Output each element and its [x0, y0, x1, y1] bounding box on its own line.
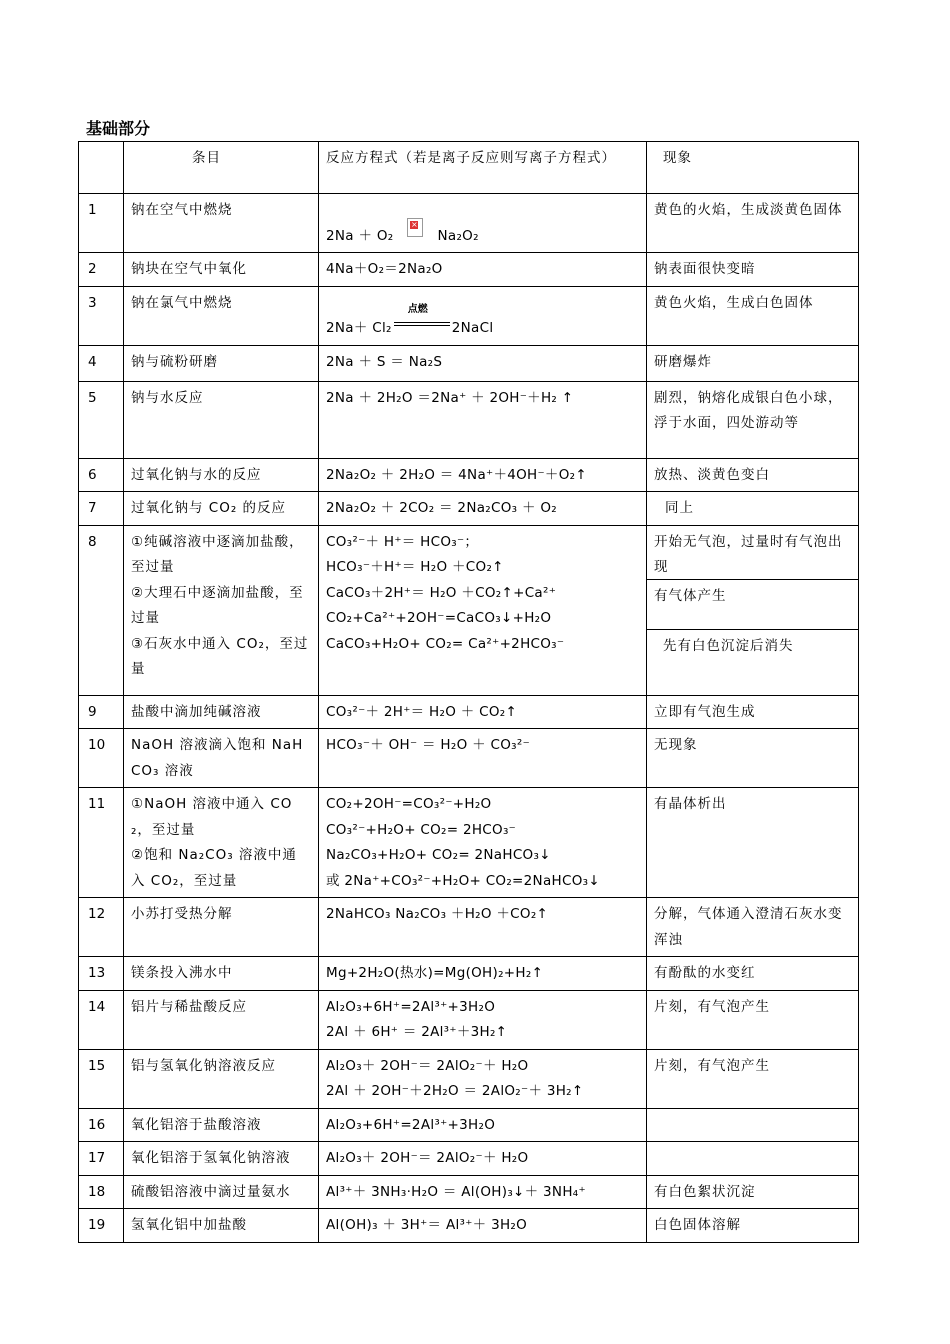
row-phenomenon: 无现象 — [647, 729, 859, 788]
row-equation: CO₃²⁻＋ 2H⁺＝ H₂O ＋ CO₂↑ — [319, 695, 647, 729]
row-equation-line: CO₃²⁻+H₂O+ CO₂= 2HCO₃⁻ — [326, 821, 517, 838]
row-number: 13 — [79, 957, 124, 991]
broken-image-icon: × — [407, 218, 423, 237]
reaction-table — [78, 141, 859, 1243]
row-equation-line: CO₂+2OH⁻=CO₃²⁻+H₂O — [326, 796, 492, 812]
table-row — [79, 345, 859, 381]
row-number: 10 — [79, 729, 124, 788]
row-equation — [319, 788, 647, 898]
table-row — [79, 458, 859, 492]
header-equation: 反应方程式（若是离子反应则写离子方程式） — [319, 142, 647, 194]
row-equation-line: Al₂O₃＋ 2OH⁻＝ 2AlO₂⁻＋ H₂O — [326, 1057, 529, 1074]
row-equation-line: 或 2Na⁺+CO₃²⁻+H₂O+ CO₂=2NaHCO₃↓ — [326, 872, 600, 889]
row-phenomenon: 有白色絮状沉淀 — [647, 1175, 859, 1209]
row-number: 12 — [79, 898, 124, 957]
row-item: 钠与水反应 — [124, 381, 319, 458]
ignite-condition-arrow: 点燃 — [394, 318, 450, 332]
row-equation: 2NaHCO₃ Na₂CO₃ ＋H₂O ＋CO₂↑ — [319, 898, 647, 957]
row-equation-text: 2Na＋ Cl₂ 点燃 2NaCl — [326, 304, 494, 336]
section-title: 基础部分 — [86, 119, 151, 138]
row-equation-line: 2Al ＋ 6H⁺ ＝ 2Al³⁺＋3H₂↑ — [326, 1024, 508, 1040]
row-phenomenon: 同上 — [647, 492, 859, 526]
row-equation: Al³⁺＋ 3NH₃·H₂O ＝ Al(OH)₃↓＋ 3NH₄⁺ — [319, 1175, 647, 1209]
row-equation: 2Na₂O₂ ＋ 2H₂O ＝ 4Na⁺＋4OH⁻＋O₂↑ — [319, 458, 647, 492]
row-equation — [319, 194, 647, 253]
phenomenon-part: 先有白色沉淀后消失 — [647, 629, 858, 663]
row-equation — [319, 1049, 647, 1108]
row-equation-line: CO₂+Ca²⁺+2OH⁻=CaCO₃↓+H₂O — [326, 610, 552, 626]
table-row — [79, 194, 859, 253]
table-row — [79, 1049, 859, 1108]
row-equation-line: HCO₃⁻＋H⁺＝ H₂O ＋CO₂↑ — [326, 559, 504, 575]
table-row — [79, 898, 859, 957]
row-item: 过氧化钠与水的反应 — [124, 458, 319, 492]
row-phenomenon: 黄色的火焰，生成淡黄色固体 — [647, 194, 859, 253]
row-equation: 4Na＋O₂＝2Na₂O — [319, 253, 647, 287]
row-item: 钠块在空气中氧化 — [124, 253, 319, 287]
row-number: 1 — [79, 194, 124, 253]
table-row — [79, 695, 859, 729]
row-equation: Al₂O₃+6H⁺=2Al³⁺+3H₂O — [319, 1108, 647, 1142]
row-number: 19 — [79, 1209, 124, 1243]
table-row — [79, 381, 859, 458]
row-phenomenon: 有酚酞的水变红 — [647, 957, 859, 991]
row-equation: HCO₃⁻＋ OH⁻ ＝ H₂O ＋ CO₃²⁻ — [319, 729, 647, 788]
row-phenomenon — [647, 1108, 859, 1142]
row-number: 14 — [79, 990, 124, 1049]
row-equation — [319, 525, 647, 695]
row-phenomenon: 白色固体溶解 — [647, 1209, 859, 1243]
row-item: 铝片与稀盐酸反应 — [124, 990, 319, 1049]
table-row — [79, 1142, 859, 1176]
row-number: 9 — [79, 695, 124, 729]
row-item-line: ②饱和 Na₂CO₃ 溶液中通入 CO₂，至过量 — [131, 847, 297, 889]
row-phenomenon: 剧烈，钠熔化成银白色小球，浮于水面，四处游动等 — [647, 381, 859, 458]
row-phenomenon: 有晶体析出 — [647, 788, 859, 898]
phenomenon-part: 开始无气泡，过量时有气泡出现 — [654, 533, 843, 575]
row-item: 氧化铝溶于氢氧化钠溶液 — [124, 1142, 319, 1176]
row-phenomenon — [647, 1142, 859, 1176]
row-item: 硫酸铝溶液中滴过量氨水 — [124, 1175, 319, 1209]
table-row — [79, 286, 859, 345]
row-item: NaOH 溶液滴入饱和 NaHCO₃ 溶液 — [124, 729, 319, 788]
row-equation: Mg+2H₂O(热水)=Mg(OH)₂+H₂↑ — [319, 957, 647, 991]
row-equation: 2Na₂O₂ ＋ 2CO₂ ＝ 2Na₂CO₃ ＋ O₂ — [319, 492, 647, 526]
row-phenomenon: 放热、淡黄色变白 — [647, 458, 859, 492]
row-item-line: ①纯碱溶液中逐滴加盐酸，至过量 — [131, 533, 304, 575]
row-equation-text: 2Na ＋ O₂ × Na₂O₂ — [326, 219, 479, 244]
row-item-line: ②大理石中逐滴加盐酸，至过量 — [131, 584, 304, 626]
row-item: 氢氧化铝中加盐酸 — [124, 1209, 319, 1243]
row-phenomenon: 钠表面很快变暗 — [647, 253, 859, 287]
row-item-line: ①NaOH 溶液中通入 CO₂，至过量 — [131, 796, 293, 838]
table-row — [79, 957, 859, 991]
row-equation-line: 2Al ＋ 2OH⁻＋2H₂O ＝ 2AlO₂⁻＋ 3H₂↑ — [326, 1083, 584, 1099]
row-equation — [319, 286, 647, 345]
row-phenomenon: 片刻，有气泡产生 — [647, 990, 859, 1049]
table-row — [79, 1209, 859, 1243]
row-phenomenon: 片刻，有气泡产生 — [647, 1049, 859, 1108]
row-item: 钠与硫粉研磨 — [124, 345, 319, 381]
row-item: 盐酸中滴加纯碱溶液 — [124, 695, 319, 729]
row-equation — [319, 990, 647, 1049]
header-item: 条目 — [124, 142, 319, 194]
row-equation: Al(OH)₃ ＋ 3H⁺＝ Al³⁺＋ 3H₂O — [319, 1209, 647, 1243]
row-number: 17 — [79, 1142, 124, 1176]
row-number: 7 — [79, 492, 124, 526]
row-number: 18 — [79, 1175, 124, 1209]
row-equation-line: CaCO₃＋2H⁺＝ H₂O ＋CO₂↑+Ca²⁺ — [326, 584, 557, 601]
table-row — [79, 990, 859, 1049]
table-row — [79, 253, 859, 287]
row-number: 15 — [79, 1049, 124, 1108]
row-equation-line: CaCO₃+H₂O+ CO₂= Ca²⁺+2HCO₃⁻ — [326, 635, 565, 652]
row-phenomenon: 黄色火焰，生成白色固体 — [647, 286, 859, 345]
row-number: 16 — [79, 1108, 124, 1142]
row-item: 铝与氢氧化钠溶液反应 — [124, 1049, 319, 1108]
row-item-line: ③石灰水中通入 CO₂，至过量 — [131, 635, 309, 677]
table-row — [79, 1108, 859, 1142]
row-phenomenon: 立即有气泡生成 — [647, 695, 859, 729]
row-number: 6 — [79, 458, 124, 492]
row-equation: Al₂O₃＋ 2OH⁻＝ 2AlO₂⁻＋ H₂O — [319, 1142, 647, 1176]
row-equation-line: CO₃²⁻＋ H⁺＝ HCO₃⁻； — [326, 533, 479, 550]
row-number: 2 — [79, 253, 124, 287]
phenomenon-part: 有气体产生 — [647, 579, 858, 629]
row-equation-line: Al₂O₃+6H⁺=2Al³⁺+3H₂O — [326, 998, 496, 1015]
row-item: 过氧化钠与 CO₂ 的反应 — [124, 492, 319, 526]
row-equation: 2Na ＋ 2H₂O ＝2Na⁺ ＋ 2OH⁻＋H₂ ↑ — [319, 381, 647, 458]
table-row — [79, 788, 859, 898]
row-item: 镁条投入沸水中 — [124, 957, 319, 991]
row-item: 氧化铝溶于盐酸溶液 — [124, 1108, 319, 1142]
header-number — [79, 142, 124, 194]
row-number: 11 — [79, 788, 124, 898]
row-phenomenon — [647, 525, 859, 695]
row-number: 8 — [79, 525, 124, 695]
row-number: 4 — [79, 345, 124, 381]
row-item — [124, 788, 319, 898]
row-item: 钠在氯气中燃烧 — [124, 286, 319, 345]
header-phenomenon: 现象 — [647, 142, 859, 194]
table-row — [79, 525, 859, 695]
row-item: 钠在空气中燃烧 — [124, 194, 319, 253]
row-number: 3 — [79, 286, 124, 345]
row-item: 小苏打受热分解 — [124, 898, 319, 957]
row-equation-line: Na₂CO₃+H₂O+ CO₂= 2NaHCO₃↓ — [326, 847, 551, 863]
row-equation-text — [326, 198, 639, 224]
row-phenomenon: 分解，气体通入澄清石灰水变浑浊 — [647, 898, 859, 957]
row-number: 5 — [79, 381, 124, 458]
table-header-row — [79, 142, 859, 194]
table-row — [79, 492, 859, 526]
row-equation: 2Na ＋ S ＝ Na₂S — [319, 345, 647, 381]
row-phenomenon: 研磨爆炸 — [647, 345, 859, 381]
table-row — [79, 1175, 859, 1209]
table-row — [79, 729, 859, 788]
row-item — [124, 525, 319, 695]
